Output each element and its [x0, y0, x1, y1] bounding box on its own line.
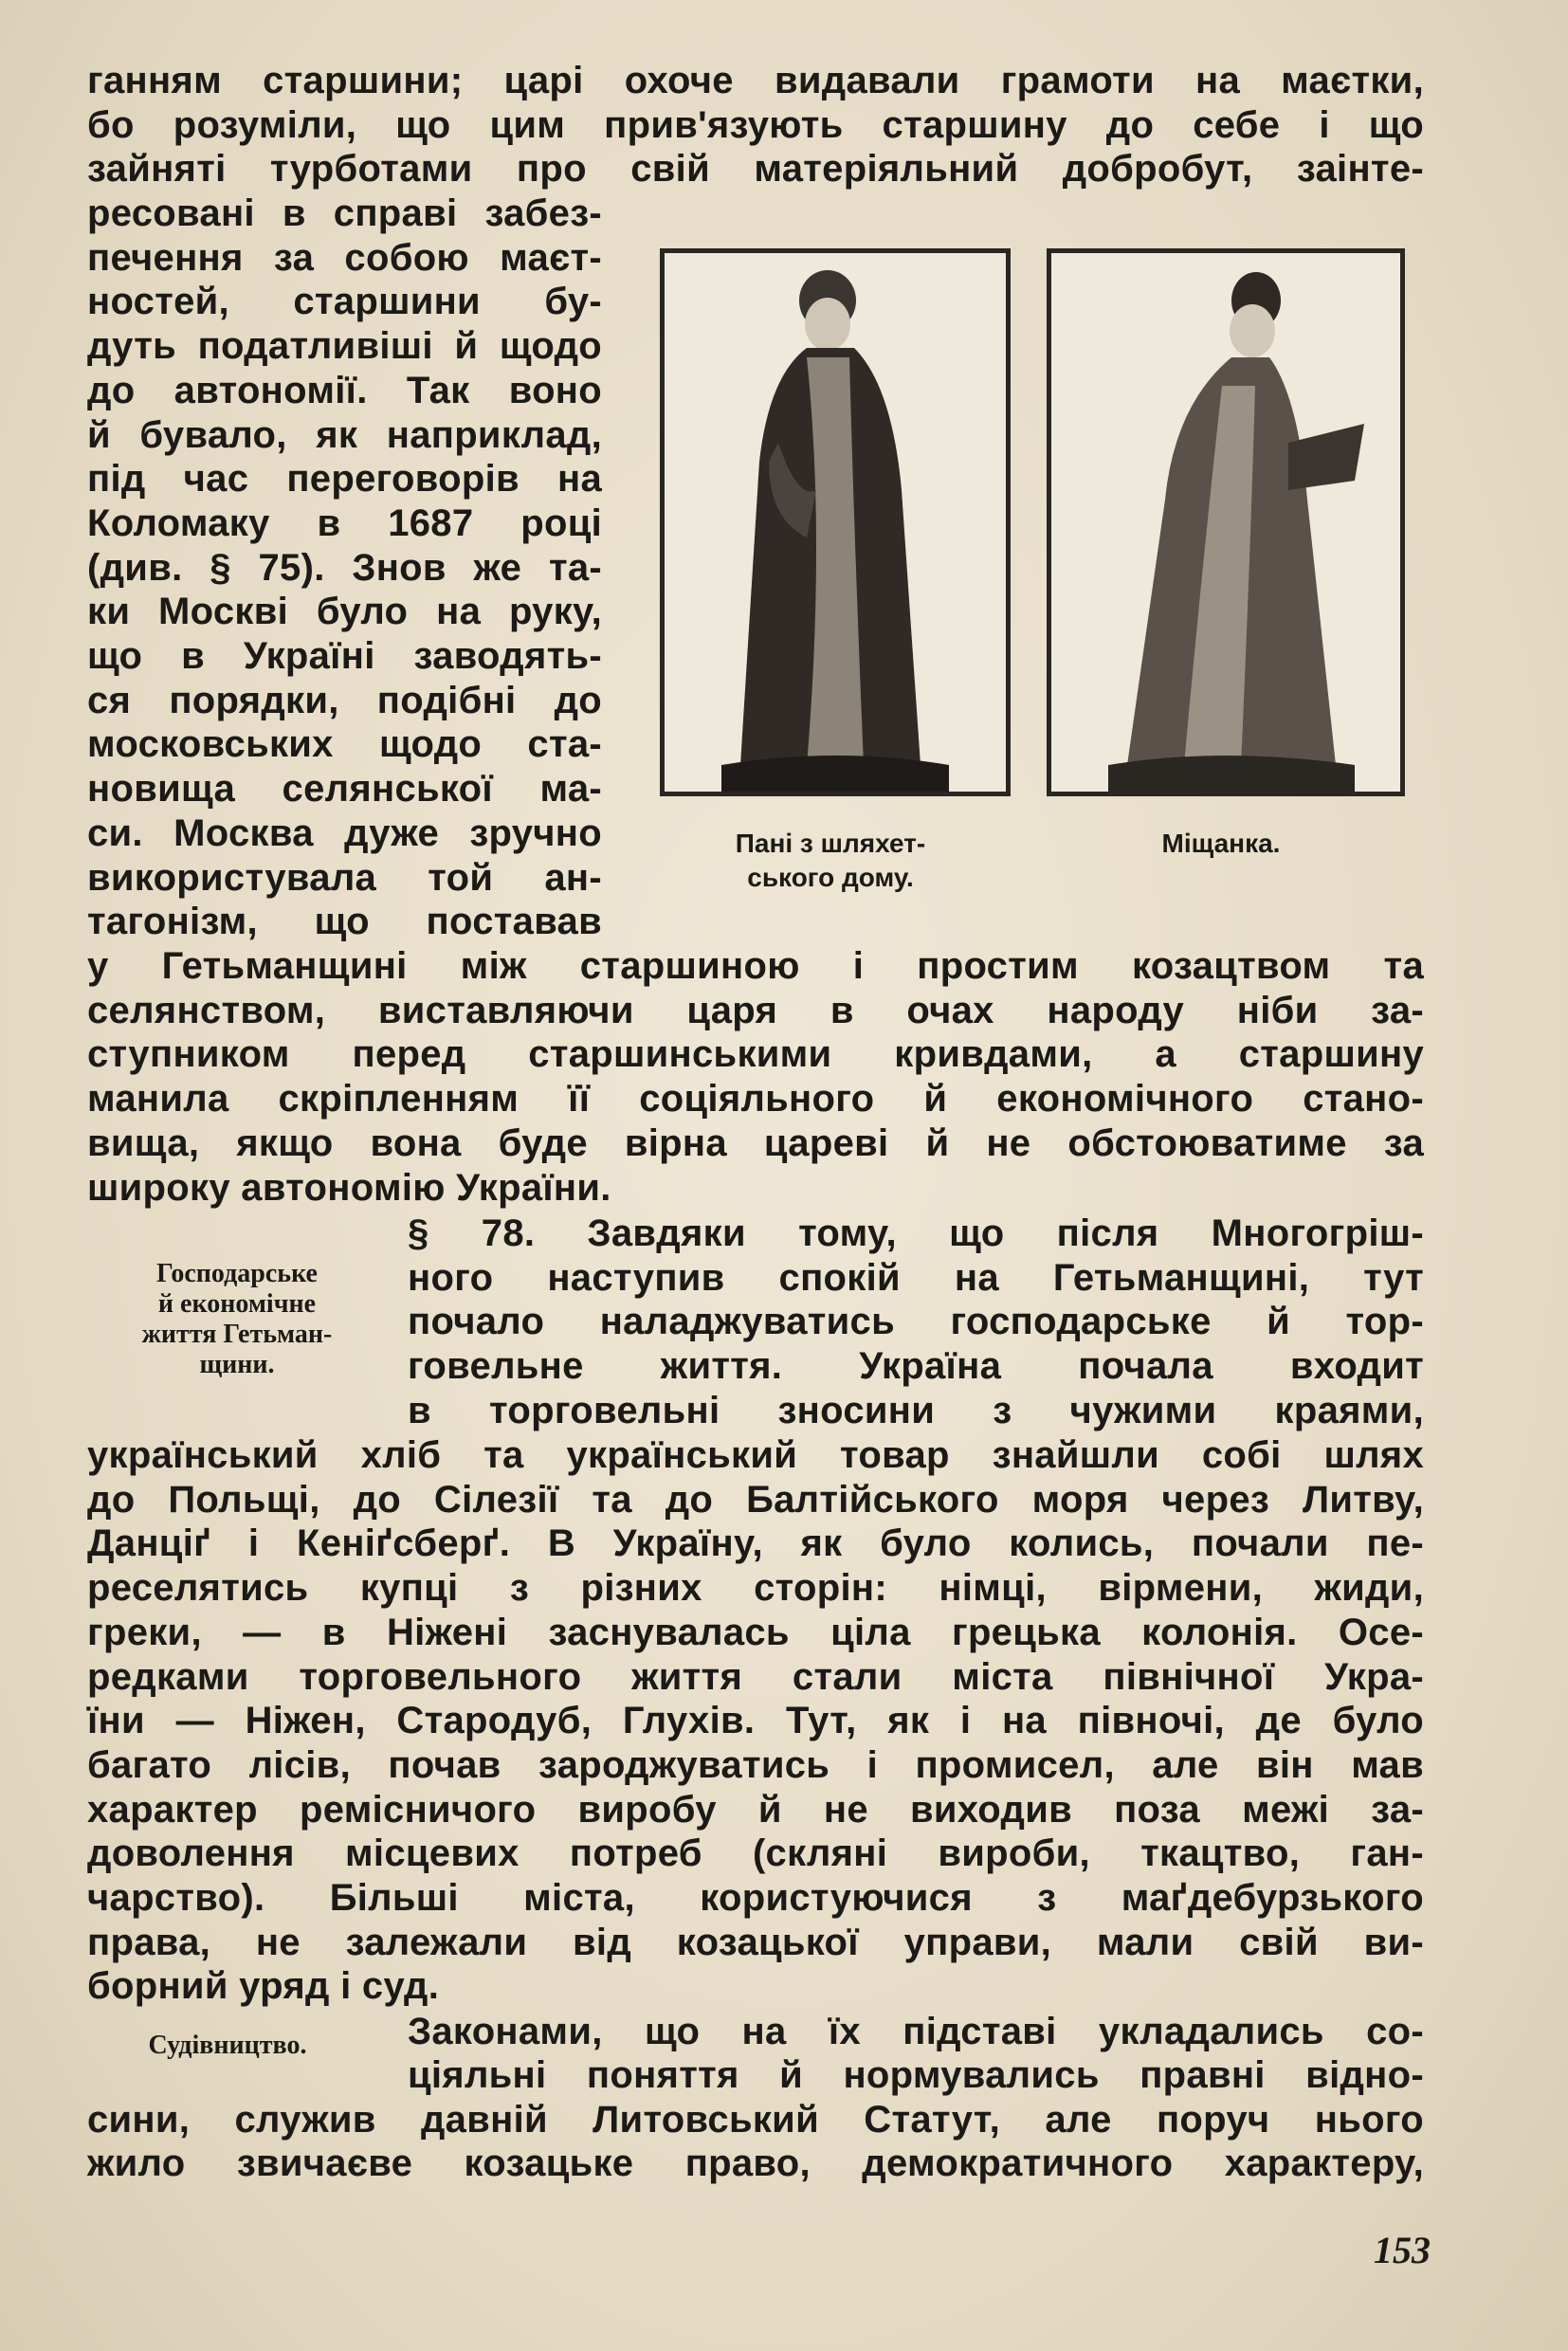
townswoman-illustration: [1051, 253, 1400, 792]
text-line: почало наладжуватись господарське й тор-: [408, 1301, 1424, 1343]
text-line: бо розуміли, що цим прив'язують старшину до себе і що: [87, 103, 1424, 146]
text-line: ціяльні поняття й нормувались правні відно-: [408, 2054, 1424, 2096]
text-line: доволення місцевих потреб (скляні вироби, ткацтво, ган-: [87, 1832, 1424, 1875]
text-line: їни — Ніжен, Стародуб, Глухів. Тут, як і на півночі, де було: [87, 1700, 1424, 1742]
text-line: московських щодо ста-: [87, 723, 602, 766]
page-number: 153: [1374, 2229, 1431, 2271]
text-line: сини, служив давній Литовський Статут, але поруч нього: [87, 2098, 1424, 2141]
text-line: говельне життя. Україна почала входит: [408, 1345, 1424, 1388]
text-line: що в Україні заводять-: [87, 635, 602, 677]
text-line: жило звичаєве козацьке право, демократичного характеру,: [87, 2142, 1424, 2185]
margin-note-court: [104, 2031, 351, 2061]
text-line: манила скріпленням її соціяльного й економічного стано-: [87, 1078, 1424, 1121]
text-line: печення за собою маєт-: [87, 236, 602, 279]
caption-line-1: Пані з шляхет-: [735, 829, 926, 858]
text-line: ного наступив спокій на Гетьманщині, тут: [408, 1256, 1424, 1299]
margin-note-line: Господарське: [156, 1259, 318, 1288]
margin-note-line: й економічне: [157, 1289, 317, 1319]
caption-line-1: Міщанка.: [1161, 829, 1281, 858]
text-line: права, не залежали від козацької управи, мали свій ви-: [87, 1921, 1424, 1963]
text-line: зайняті турботами про свій матеріяльний добробут, заінте-: [87, 148, 1424, 191]
text-line: тагонізм, що поставав: [87, 901, 602, 943]
margin-note-line: щини.: [199, 1350, 275, 1379]
figure-noblewoman-image: [660, 248, 1011, 796]
text-line: чарство). Більші міста, користуючися з маґдебурзького: [87, 1877, 1424, 1919]
text-line: греки, — в Ніжені заснувалась ціла грецька колонія. Осе-: [87, 1611, 1424, 1653]
text-line: Законами, що на їх підставі укладались со-: [408, 2011, 1424, 2052]
text-line: багато лісів, почав зароджуватись і промисел, але він мав: [87, 1743, 1424, 1786]
text-line: під час переговорів на: [87, 458, 602, 501]
text-line: ганням старшини; царі охоче видавали грамоти на маєтки,: [87, 60, 1424, 101]
text-line: ся порядки, подібні до: [87, 679, 602, 721]
text-line: дуть податливіші й щодо: [87, 325, 602, 368]
margin-note-economy: [95, 1259, 379, 1380]
text-line: й бувало, як наприклад,: [87, 413, 602, 456]
text-line: в торговельні зносини з чужими краями,: [408, 1389, 1424, 1431]
text-line: ресовані в справі забез-: [87, 192, 602, 234]
text-line: ступником перед старшинськими кривдами, а старшину: [87, 1033, 1424, 1076]
text-line: до Польщі, до Сілезії та до Балтійського моря через Литву,: [87, 1478, 1424, 1521]
text-line: селянством, виставляючи царя в очах народу ніби за-: [87, 989, 1424, 1031]
text-line: до автономії. Так воно: [87, 369, 602, 411]
text-line: український хліб та український товар знайшли собі шлях: [87, 1434, 1424, 1476]
text-line: (див. § 75). Знов же та-: [87, 546, 602, 589]
text-line: реселятись купці з різних сторін: німці, вірмени, жиди,: [87, 1567, 1424, 1610]
noblewoman-illustration: [665, 253, 1006, 792]
text-line: новища селянської ма-: [87, 768, 602, 811]
text-line: у Гетьманщині між старшиною і простим козацтвом та: [87, 945, 1424, 987]
text-line: борний уряд і суд.: [87, 1965, 440, 2008]
text-line: характер ремісничого виробу й не виходив поза межі за-: [87, 1788, 1424, 1831]
figure-noblewoman-caption: [660, 827, 1001, 895]
caption-line-2: ського дому.: [747, 863, 914, 892]
figure-townswoman-image: [1047, 248, 1405, 796]
margin-note-line: життя Гетьман-: [141, 1320, 333, 1349]
text-line: Данціґ і Кеніґсберґ. В Україну, як було колись, почали пе-: [87, 1522, 1424, 1565]
text-line: ностей, старшини бу-: [87, 281, 602, 323]
text-line: використувала той ан-: [87, 856, 602, 899]
margin-note-line: Судівництво.: [148, 2031, 307, 2060]
text-line: си. Москва дуже зручно: [87, 811, 602, 854]
text-line: Коломаку в 1687 році: [87, 501, 602, 544]
text-line: § 78. Завдяки тому, що після Многогріш-: [408, 1212, 1424, 1254]
figure-townswoman-caption: [1047, 827, 1395, 861]
text-line: широку автономію України.: [87, 1166, 611, 1209]
text-line: вища, якщо вона буде вірна цареві й не обстоюватиме за: [87, 1121, 1424, 1164]
text-line: ки Москві було на руку,: [87, 591, 602, 633]
text-line: редками торговельного життя стали міста північної Укра-: [87, 1655, 1424, 1698]
